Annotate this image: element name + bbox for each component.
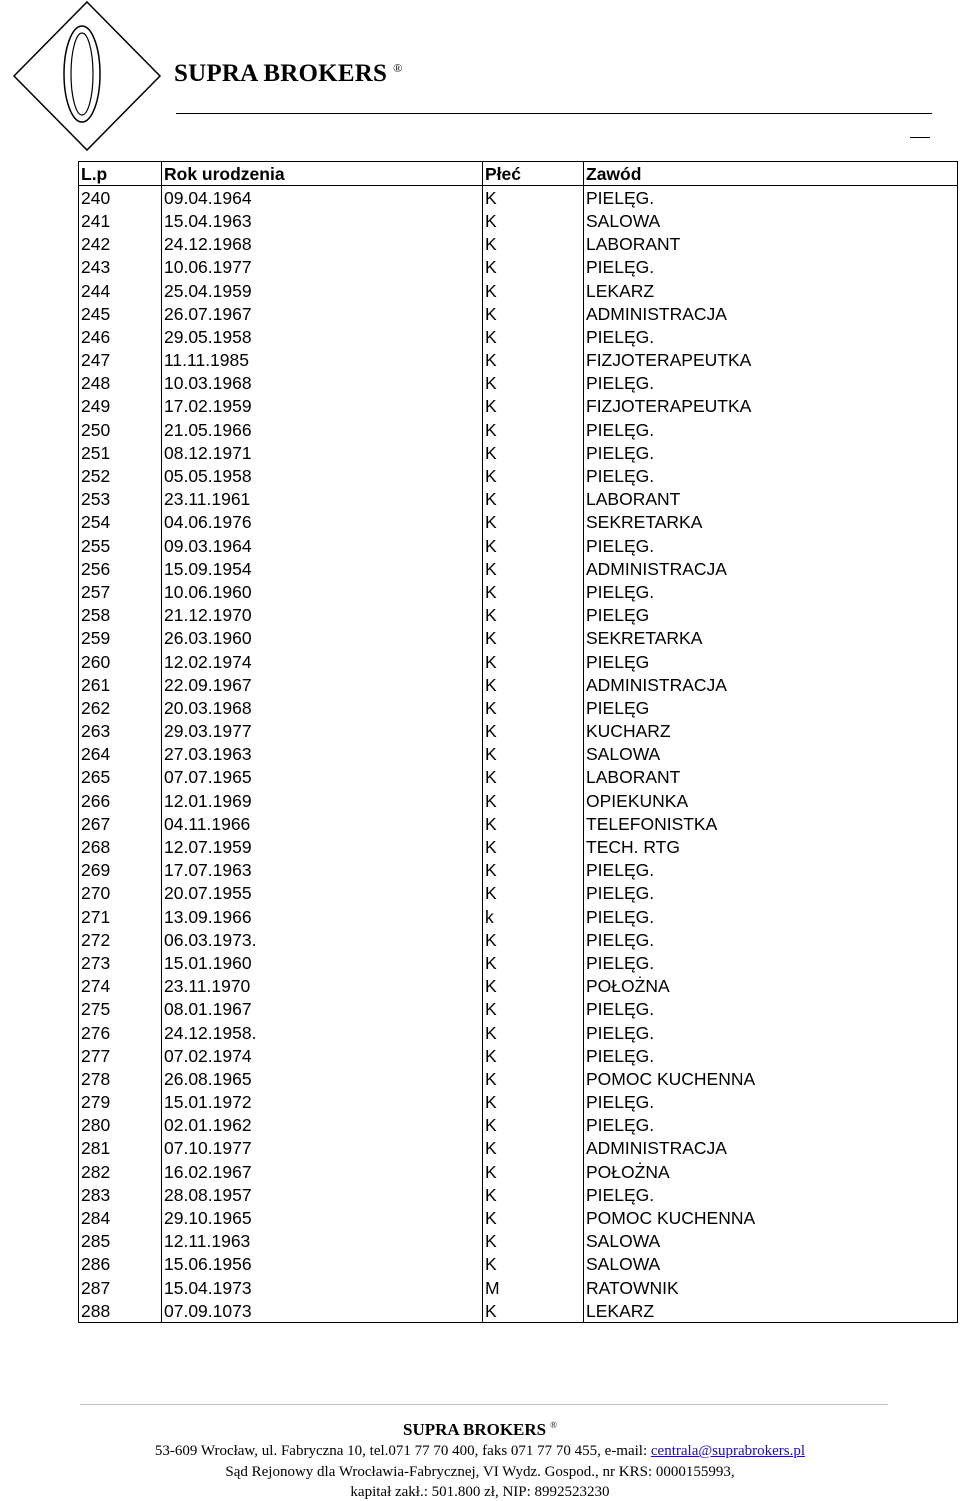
cell-birth-date: 09.04.1964 <box>162 186 483 210</box>
cell-row-number: 276 <box>79 1021 162 1044</box>
table-row <box>79 905 958 928</box>
cell-row-number: 264 <box>79 743 162 766</box>
cell-birth-date: 08.01.1967 <box>162 998 483 1021</box>
table-row <box>79 372 958 395</box>
cell-birth-date: 10.06.1977 <box>162 256 483 279</box>
cell-birth-date: 23.11.1961 <box>162 488 483 511</box>
cell-row-number: 270 <box>79 882 162 905</box>
footer-capital-info: kapitał zakł.: 501.800 zł, NIP: 8992523230 <box>350 1484 610 1500</box>
cell-occupation: POMOC KUCHENNA <box>584 1206 958 1229</box>
table-row <box>79 998 958 1021</box>
table-row <box>79 789 958 812</box>
cell-gender: K <box>483 1253 584 1276</box>
cell-birth-date: 21.12.1970 <box>162 604 483 627</box>
table-row <box>79 580 958 603</box>
cell-occupation: LEKARZ <box>584 279 958 302</box>
cell-birth-date: 24.12.1958. <box>162 1021 483 1044</box>
cell-row-number: 266 <box>79 789 162 812</box>
cell-birth-date: 12.01.1969 <box>162 789 483 812</box>
cell-occupation: TECH. RTG <box>584 835 958 858</box>
table-row <box>79 1276 958 1299</box>
cell-gender: K <box>483 766 584 789</box>
table-row <box>79 743 958 766</box>
cell-row-number: 259 <box>79 627 162 650</box>
cell-row-number: 286 <box>79 1253 162 1276</box>
cell-occupation: PIELĘG. <box>584 418 958 441</box>
cell-occupation: PIELĘG <box>584 696 958 719</box>
table-row <box>79 882 958 905</box>
cell-gender: K <box>483 835 584 858</box>
cell-occupation: RATOWNIK <box>584 1276 958 1299</box>
cell-row-number: 240 <box>79 186 162 210</box>
cell-birth-date: 20.03.1968 <box>162 696 483 719</box>
cell-row-number: 280 <box>79 1114 162 1137</box>
table-row <box>79 766 958 789</box>
cell-gender: K <box>483 580 584 603</box>
table-row <box>79 1206 958 1229</box>
column-header-lp: L.p <box>79 162 162 186</box>
cell-occupation: PIELĘG. <box>584 928 958 951</box>
cell-row-number: 272 <box>79 928 162 951</box>
cell-birth-date: 17.07.1963 <box>162 859 483 882</box>
cell-row-number: 256 <box>79 557 162 580</box>
table-row <box>79 186 958 210</box>
cell-occupation: PIELĘG. <box>584 534 958 557</box>
cell-birth-date: 10.03.1968 <box>162 372 483 395</box>
cell-gender: K <box>483 1183 584 1206</box>
cell-gender: K <box>483 488 584 511</box>
footer-address <box>0 1443 960 1460</box>
cell-gender: K <box>483 1044 584 1067</box>
cell-row-number: 255 <box>79 534 162 557</box>
cell-gender: K <box>483 1091 584 1114</box>
cell-birth-date: 13.09.1966 <box>162 905 483 928</box>
cell-occupation: PIELĘG. <box>584 882 958 905</box>
footer-email-link[interactable]: centrala@suprabrokers.pl <box>650 1443 806 1459</box>
table-row <box>79 1183 958 1206</box>
cell-birth-date: 28.08.1957 <box>162 1183 483 1206</box>
cell-birth-date: 11.11.1985 <box>162 349 483 372</box>
table-row <box>79 696 958 719</box>
cell-row-number: 284 <box>79 1206 162 1229</box>
cell-row-number: 242 <box>79 233 162 256</box>
cell-gender: k <box>483 905 584 928</box>
table-row <box>79 302 958 325</box>
cell-row-number: 281 <box>79 1137 162 1160</box>
cell-occupation: PIELĘG. <box>584 1044 958 1067</box>
cell-birth-date: 07.09.1073 <box>162 1299 483 1323</box>
table-row <box>79 1044 958 1067</box>
cell-birth-date: 15.01.1972 <box>162 1091 483 1114</box>
cell-gender: K <box>483 882 584 905</box>
cell-gender: K <box>483 209 584 232</box>
footer-registered-mark: ® <box>550 1420 557 1431</box>
cell-row-number: 263 <box>79 720 162 743</box>
table-row <box>79 418 958 441</box>
cell-occupation: PIELĘG. <box>584 325 958 348</box>
employee-table <box>78 161 958 1323</box>
cell-row-number: 262 <box>79 696 162 719</box>
cell-row-number: 283 <box>79 1183 162 1206</box>
cell-gender: K <box>483 256 584 279</box>
footer-brand-name: SUPRA BROKERS ® <box>403 1420 557 1439</box>
cell-gender: K <box>483 975 584 998</box>
cell-birth-date: 15.04.1973 <box>162 1276 483 1299</box>
table-row <box>79 256 958 279</box>
cell-occupation: KUCHARZ <box>584 720 958 743</box>
cell-gender: K <box>483 1206 584 1229</box>
cell-gender: K <box>483 511 584 534</box>
cell-row-number: 249 <box>79 395 162 418</box>
cell-birth-date: 23.11.1970 <box>162 975 483 998</box>
table-header-row <box>79 162 958 186</box>
cell-row-number: 244 <box>79 279 162 302</box>
column-header-gender: Płeć <box>483 162 584 186</box>
cell-occupation: LABORANT <box>584 233 958 256</box>
cell-gender: K <box>483 186 584 210</box>
table-row <box>79 395 958 418</box>
cell-gender: K <box>483 789 584 812</box>
cell-row-number: 271 <box>79 905 162 928</box>
cell-row-number: 258 <box>79 604 162 627</box>
cell-occupation: PIELĘG. <box>584 256 958 279</box>
cell-row-number: 282 <box>79 1160 162 1183</box>
footer-address-text: 53-609 Wrocław, ul. Fabryczna 10, tel.071 77 70 400, faks 071 77 70 455, e-mail: <box>154 1443 651 1459</box>
cell-row-number: 267 <box>79 812 162 835</box>
cell-occupation: PIELĘG <box>584 604 958 627</box>
cell-birth-date: 29.03.1977 <box>162 720 483 743</box>
cell-row-number: 250 <box>79 418 162 441</box>
cell-birth-date: 16.02.1967 <box>162 1160 483 1183</box>
cell-occupation: SEKRETARKA <box>584 511 958 534</box>
cell-occupation: PIELĘG. <box>584 441 958 464</box>
cell-occupation: PIELĘG. <box>584 998 958 1021</box>
cell-row-number: 285 <box>79 1230 162 1253</box>
table-row <box>79 1137 958 1160</box>
cell-row-number: 260 <box>79 650 162 673</box>
table-row <box>79 488 958 511</box>
table-body <box>79 186 958 1323</box>
table-row <box>79 279 958 302</box>
cell-occupation: PIELĘG. <box>584 1091 958 1114</box>
table-row <box>79 835 958 858</box>
cell-gender: K <box>483 395 584 418</box>
cell-birth-date: 05.05.1958 <box>162 464 483 487</box>
cell-birth-date: 29.10.1965 <box>162 1206 483 1229</box>
cell-gender: K <box>483 1114 584 1137</box>
cell-birth-date: 26.07.1967 <box>162 302 483 325</box>
cell-row-number: 247 <box>79 349 162 372</box>
cell-occupation: LABORANT <box>584 488 958 511</box>
table-row <box>79 1160 958 1183</box>
cell-occupation: OPIEKUNKA <box>584 789 958 812</box>
column-header-birth-date: Rok urodzenia <box>162 162 483 186</box>
table-row <box>79 557 958 580</box>
cell-occupation: POŁOŻNA <box>584 975 958 998</box>
cell-gender: K <box>483 859 584 882</box>
cell-gender: K <box>483 1137 584 1160</box>
table-row <box>79 1091 958 1114</box>
cell-occupation: LEKARZ <box>584 1299 958 1323</box>
table-row <box>79 1299 958 1323</box>
cell-birth-date: 24.12.1968 <box>162 233 483 256</box>
cell-row-number: 274 <box>79 975 162 998</box>
table-row <box>79 464 958 487</box>
cell-row-number: 257 <box>79 580 162 603</box>
cell-gender: K <box>483 1067 584 1090</box>
cell-row-number: 279 <box>79 1091 162 1114</box>
cell-occupation: ADMINISTRACJA <box>584 302 958 325</box>
cell-row-number: 252 <box>79 464 162 487</box>
table-row <box>79 1021 958 1044</box>
cell-row-number: 265 <box>79 766 162 789</box>
cell-gender: K <box>483 673 584 696</box>
cell-occupation: LABORANT <box>584 766 958 789</box>
table-row <box>79 928 958 951</box>
cell-row-number: 261 <box>79 673 162 696</box>
cell-occupation: SALOWA <box>584 743 958 766</box>
cell-occupation: FIZJOTERAPEUTKA <box>584 395 958 418</box>
cell-row-number: 248 <box>79 372 162 395</box>
cell-occupation: PIELĘG <box>584 650 958 673</box>
cell-birth-date: 12.02.1974 <box>162 650 483 673</box>
cell-birth-date: 02.01.1962 <box>162 1114 483 1137</box>
cell-birth-date: 07.10.1977 <box>162 1137 483 1160</box>
cell-occupation: SALOWA <box>584 209 958 232</box>
cell-row-number: 241 <box>79 209 162 232</box>
table-row <box>79 650 958 673</box>
table-row <box>79 1067 958 1090</box>
cell-birth-date: 15.09.1954 <box>162 557 483 580</box>
cell-gender: K <box>483 743 584 766</box>
cell-birth-date: 12.11.1963 <box>162 1230 483 1253</box>
cell-row-number: 275 <box>79 998 162 1021</box>
cell-birth-date: 06.03.1973. <box>162 928 483 951</box>
cell-birth-date: 08.12.1971 <box>162 441 483 464</box>
table-row <box>79 349 958 372</box>
header-divider <box>176 113 932 114</box>
table-row <box>79 627 958 650</box>
cell-gender: K <box>483 928 584 951</box>
table-row <box>79 673 958 696</box>
table-row <box>79 859 958 882</box>
cell-occupation: POMOC KUCHENNA <box>584 1067 958 1090</box>
cell-occupation: PIELĘG. <box>584 580 958 603</box>
cell-occupation: FIZJOTERAPEUTKA <box>584 349 958 372</box>
cell-birth-date: 25.04.1959 <box>162 279 483 302</box>
cell-gender: K <box>483 1021 584 1044</box>
cell-occupation: PIELĘG. <box>584 1021 958 1044</box>
cell-gender: K <box>483 650 584 673</box>
registered-mark: ® <box>393 60 403 75</box>
table-row <box>79 975 958 998</box>
cell-row-number: 254 <box>79 511 162 534</box>
cell-occupation: SALOWA <box>584 1230 958 1253</box>
cell-birth-date: 26.03.1960 <box>162 627 483 650</box>
table-row <box>79 441 958 464</box>
cell-occupation: PIELĘG. <box>584 464 958 487</box>
cell-row-number: 253 <box>79 488 162 511</box>
cell-row-number: 273 <box>79 951 162 974</box>
cell-occupation: PIELĘG. <box>584 1114 958 1137</box>
cell-birth-date: 26.08.1965 <box>162 1067 483 1090</box>
cell-gender: K <box>483 279 584 302</box>
cell-gender: K <box>483 557 584 580</box>
cell-birth-date: 15.01.1960 <box>162 951 483 974</box>
cell-birth-date: 17.02.1959 <box>162 395 483 418</box>
table-row <box>79 511 958 534</box>
cell-occupation: SEKRETARKA <box>584 627 958 650</box>
cell-birth-date: 07.02.1974 <box>162 1044 483 1067</box>
cell-gender: K <box>483 441 584 464</box>
cell-birth-date: 27.03.1963 <box>162 743 483 766</box>
table-row <box>79 1114 958 1137</box>
cell-gender: K <box>483 325 584 348</box>
cell-gender: K <box>483 627 584 650</box>
cell-birth-date: 04.11.1966 <box>162 812 483 835</box>
cell-occupation: PIELĘG. <box>584 905 958 928</box>
company-logo <box>0 0 170 160</box>
cell-occupation: SALOWA <box>584 1253 958 1276</box>
cell-gender: K <box>483 418 584 441</box>
cell-gender: K <box>483 1230 584 1253</box>
cell-birth-date: 07.07.1965 <box>162 766 483 789</box>
header-dash <box>910 137 930 138</box>
table-row <box>79 1253 958 1276</box>
cell-gender: K <box>483 302 584 325</box>
column-header-occupation: Zawód <box>584 162 958 186</box>
table-row <box>79 812 958 835</box>
cell-birth-date: 21.05.1966 <box>162 418 483 441</box>
cell-birth-date: 20.07.1955 <box>162 882 483 905</box>
cell-gender: K <box>483 812 584 835</box>
cell-birth-date: 15.04.1963 <box>162 209 483 232</box>
cell-occupation: PIELĘG. <box>584 951 958 974</box>
cell-gender: K <box>483 1299 584 1323</box>
cell-occupation: PIELĘG. <box>584 372 958 395</box>
cell-occupation: ADMINISTRACJA <box>584 673 958 696</box>
cell-birth-date: 15.06.1956 <box>162 1253 483 1276</box>
cell-gender: K <box>483 696 584 719</box>
cell-gender: M <box>483 1276 584 1299</box>
cell-birth-date: 22.09.1967 <box>162 673 483 696</box>
cell-birth-date: 09.03.1964 <box>162 534 483 557</box>
cell-row-number: 288 <box>79 1299 162 1323</box>
table-row <box>79 604 958 627</box>
cell-gender: K <box>483 998 584 1021</box>
cell-birth-date: 10.06.1960 <box>162 580 483 603</box>
cell-gender: K <box>483 720 584 743</box>
cell-gender: K <box>483 534 584 557</box>
cell-gender: K <box>483 1160 584 1183</box>
cell-row-number: 278 <box>79 1067 162 1090</box>
table-row <box>79 534 958 557</box>
cell-gender: K <box>483 604 584 627</box>
cell-row-number: 268 <box>79 835 162 858</box>
table-row <box>79 951 958 974</box>
cell-gender: K <box>483 349 584 372</box>
footer-court-registration: Sąd Rejonowy dla Wrocławia-Fabrycznej, VI Wydz. Gospod., nr KRS: 0000155993, <box>225 1464 735 1480</box>
cell-occupation: PIELĘG. <box>584 859 958 882</box>
cell-gender: K <box>483 951 584 974</box>
cell-row-number: 277 <box>79 1044 162 1067</box>
table-row <box>79 720 958 743</box>
cell-gender: K <box>483 372 584 395</box>
cell-occupation: TELEFONISTKA <box>584 812 958 835</box>
cell-gender: K <box>483 233 584 256</box>
cell-gender: K <box>483 464 584 487</box>
cell-occupation: ADMINISTRACJA <box>584 557 958 580</box>
cell-birth-date: 12.07.1959 <box>162 835 483 858</box>
cell-row-number: 251 <box>79 441 162 464</box>
cell-row-number: 243 <box>79 256 162 279</box>
footer-divider <box>80 1404 888 1405</box>
table-row <box>79 325 958 348</box>
header-brand-name: SUPRA BROKERS ® <box>174 60 403 87</box>
cell-birth-date: 04.06.1976 <box>162 511 483 534</box>
cell-occupation: ADMINISTRACJA <box>584 1137 958 1160</box>
cell-row-number: 287 <box>79 1276 162 1299</box>
cell-row-number: 246 <box>79 325 162 348</box>
cell-birth-date: 29.05.1958 <box>162 325 483 348</box>
cell-occupation: PIELĘG. <box>584 1183 958 1206</box>
cell-row-number: 245 <box>79 302 162 325</box>
table-row <box>79 233 958 256</box>
cell-row-number: 269 <box>79 859 162 882</box>
table-row <box>79 209 958 232</box>
cell-occupation: PIELĘG. <box>584 186 958 210</box>
table-row <box>79 1230 958 1253</box>
cell-occupation: POŁOŻNA <box>584 1160 958 1183</box>
